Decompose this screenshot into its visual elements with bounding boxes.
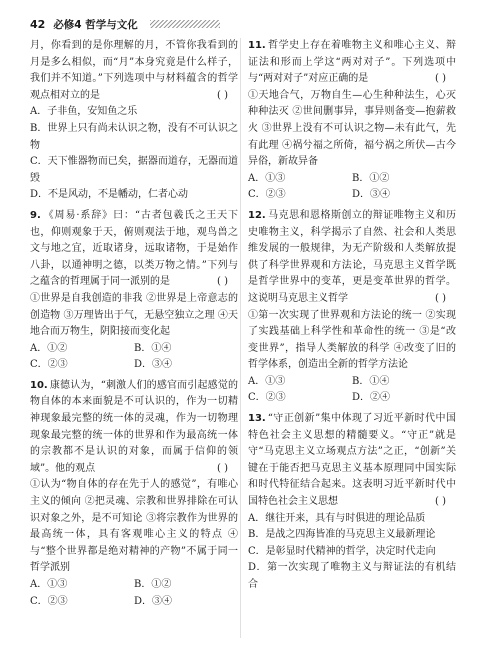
question-9 [30, 208, 238, 374]
column-divider [240, 38, 241, 638]
option-d: D．不是风动，不是幡动，仁者心动 [30, 189, 189, 201]
option-c: C．②③ [30, 595, 68, 607]
options-row [30, 577, 238, 594]
options-row [248, 171, 456, 188]
option-c: C．天下惟器物而已矣，据器而道存，无器而道毁 [30, 156, 238, 184]
question-13 [248, 411, 456, 594]
question-text: 哲学史上存在着唯物主义和唯心主义、辩证法和形而上学这“两对对子”。下列选项中与“两对对子”对应正确的是 [248, 40, 456, 85]
option-b: B．①④ [134, 342, 172, 354]
option-d: D．③④ [352, 189, 391, 201]
left-column [30, 38, 238, 614]
header-decoration [150, 20, 220, 28]
option-b: B．世界上只有尚未认识之物，没有不可认识之物 [30, 122, 238, 151]
statements: ①世界是自我创造的非我 ②世界是上帝意志的创造物 ③万理皆出于气，无悬空独立之理 ④天地合而万物生，阴阳接而变化起 [30, 292, 238, 338]
option-a: A．子非鱼，安知鱼之乐 [30, 106, 138, 118]
option-a: A．①③ [248, 375, 286, 387]
answer-bracket: ( ) [435, 73, 446, 85]
option-a: A．①② [30, 342, 68, 354]
options-row [30, 594, 238, 611]
question-text: 月，你看到的是你理解的月，不管你我看到的月是多么相似，而“月”本身究竟是什么样子，我们并不知道。”下列选项中与材料蕴含的哲学观点相对立的是 [30, 40, 238, 101]
options-row [30, 357, 238, 374]
question-text: 康德认为，“刺激人们的感官而引起感觉的物自体的本来面貌是不可认识的，作为一切精神现象最完整的统一体的灵魂，作为一切物理现象最完整的统一体的世界和作为最高统一体的宗教都不是认识的对象，而属于信仰的领域”。他的观点 [30, 379, 238, 474]
question-10 [30, 378, 238, 610]
question-number: 10. [30, 379, 48, 391]
question-number: 11. [248, 40, 266, 51]
option-b: B．①④ [352, 375, 390, 387]
option-c: C．②③ [248, 189, 286, 201]
option-d: D．②④ [352, 392, 391, 404]
question-number: 13. [248, 413, 266, 425]
header-title: 必修4 哲学与文化 [53, 18, 138, 31]
question-text: 马克思和恩格斯创立的辩证唯物主义和历史唯物主义，科学揭示了自然、社会和人类思维发展的一般规律，为无产阶级和人类解放提供了科学世界观和方法论，马克思主义哲学既是哲学世界中的变革，更是变革世界的哲学。这说明马克思主义哲学 [248, 209, 456, 304]
option-d: D．③④ [134, 595, 173, 607]
question-11 [248, 38, 456, 204]
question-12 [248, 208, 456, 407]
answer-bracket: ( ) [435, 496, 446, 508]
option-a: A．①③ [30, 579, 68, 590]
statements: ①认为“物自体的存在先于人的感觉”，有唯心主义的倾向 ②把灵魂、宗教和世界排除在可认识对象之外，是不可知论 ③将宗教作为世界的最高统一体，具有客观唯心主义的特点 ④与“整个世界都是绝对精神的产物”不属于同一哲学派别 [30, 479, 238, 574]
question-text: 《周易·系辞》曰：“古者包羲氏之王天下也，仰则观象于天，俯则观法于地，观鸟兽之文与地之宜，近取诸身，远取诸物，于是始作八卦，以通神明之德，以类万物之情。”下列与之蕴含的哲理属于同一派别的是 [30, 209, 238, 288]
option-c: C．②③ [30, 359, 68, 371]
option-d: D．③④ [134, 359, 173, 371]
question-number: 12. [248, 209, 266, 221]
question-number: 9. [30, 209, 41, 221]
statements: ①天地合气，万物自生—心生种种法生，心灭种种法灭 ②世间删事异，事异则备变—抱薪救火 ③世界上没有不可认识之物—未有此气，先有此理 ④祸兮福之所倚，福兮祸之所伏—古今异俗，新故异备 [248, 89, 456, 168]
answer-bracket: ( ) [435, 292, 446, 304]
option-c: C．是彰显时代精神的哲学，决定时代走向 [248, 545, 436, 557]
question-8-continued [30, 38, 238, 204]
option-b: B．①② [134, 579, 172, 590]
options-row [248, 187, 456, 204]
option-b: B．是战之四海皆准的马克思主义最新理论 [248, 529, 436, 541]
page-header [30, 14, 460, 34]
answer-bracket: ( ) [217, 89, 228, 101]
question-text: “守正创新”集中体现了习近平新时代中国特色社会主义思想的精髓要义。“守正”就是守“马克思主义立场观点方法”之正，“创新”关键在于能否把马克思主义基本原理同中国实际和时代特征结合起来。这表明习近平新时代中国特色社会主义思想 [248, 413, 456, 508]
option-d: D．第一次实现了唯物主义与辩证法的有机结合 [248, 562, 456, 590]
option-b: B．①② [352, 172, 390, 184]
option-c: C．②③ [248, 392, 286, 404]
answer-bracket: ( ) [217, 276, 228, 288]
statements: ①第一次实现了世界观和方法论的统一 ②实现了实践基础上科学性和革命性的统一 ③是“改变世界”，指导人类解放的科学 ④改变了旧的哲学体系，创造出全新的哲学方法论 [248, 309, 456, 371]
option-a: A．继往开来，具有与时俱进的理论品质 [248, 512, 426, 524]
option-a: A．①③ [248, 172, 286, 184]
options-row [30, 341, 238, 358]
options-row [248, 390, 456, 407]
answer-bracket: ( ) [217, 462, 228, 474]
page-number: 42 [30, 17, 46, 31]
right-column [248, 38, 456, 598]
options-row [248, 374, 456, 391]
